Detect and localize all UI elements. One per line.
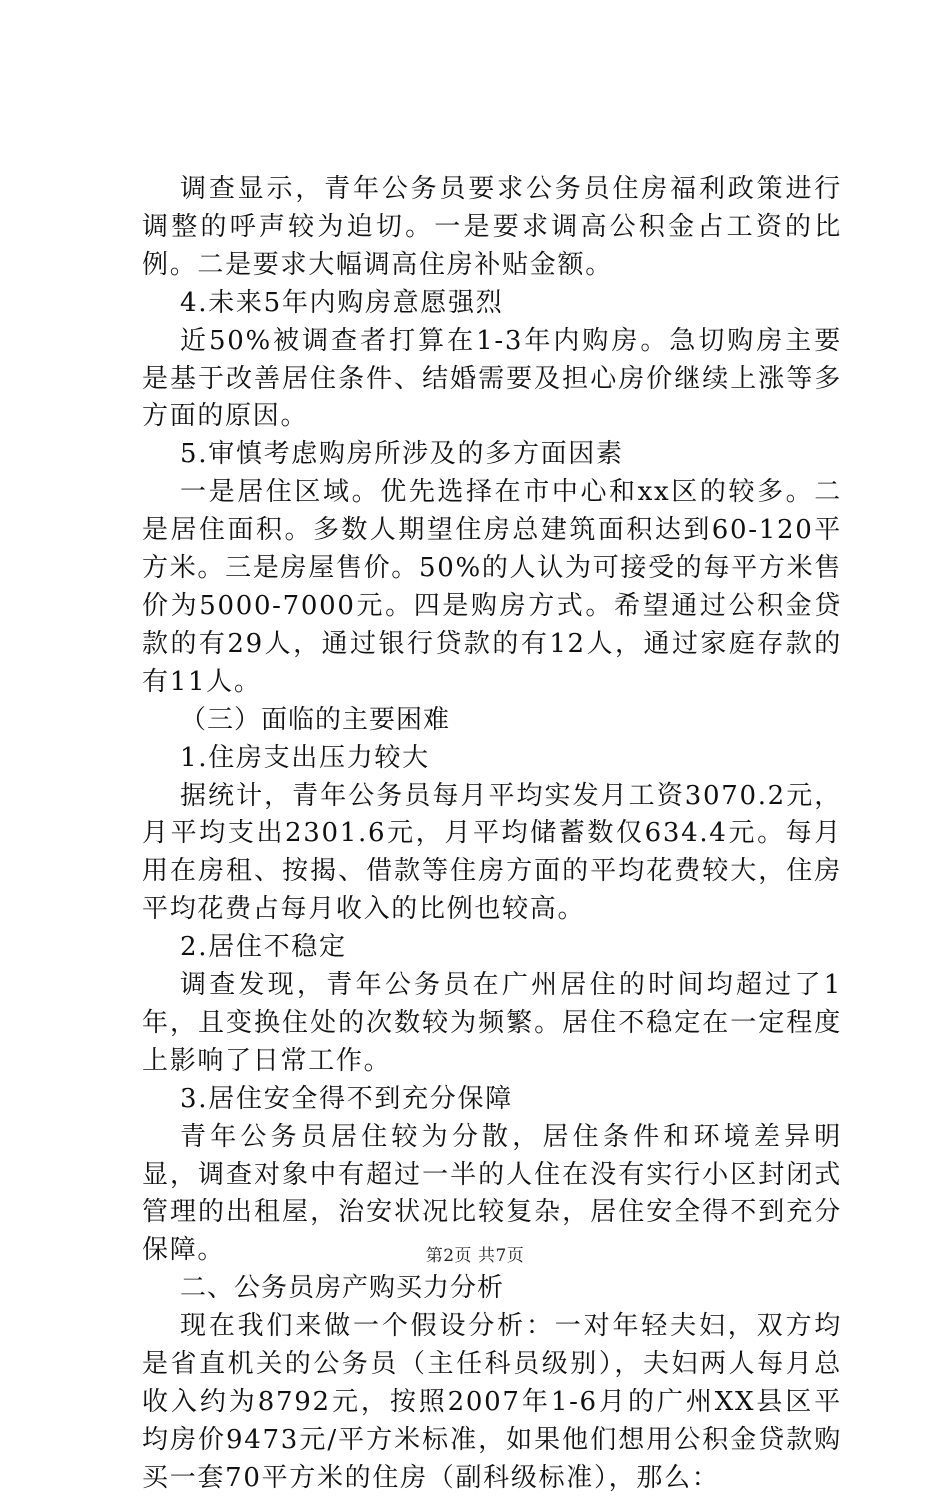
- heading-unstable-living: 2.居住不稳定: [180, 932, 347, 963]
- paragraph-housing-cost: 据统计，青年公务员每月平均实发月工资3070.2元，月平均支出2301.6元，月平均储蓄数仅634.4元。每月用在房租、按揭、借款等住房方面的平均花费较大，住房平均花费占每月收入的比例也较高。: [142, 780, 842, 925]
- page-footer: 第2页 共7页: [425, 1246, 525, 1266]
- paragraph-unstable-living: 调查发现，青年公务员在广州居住的时间均超过了1年，且变换住处的次数较为频繁。居住不稳定在一定程度上影响了日常工作。: [142, 970, 842, 1076]
- section-heading-purchasing-power: 二、公务员房产购买力分析: [180, 1273, 505, 1304]
- paragraph-hypothesis: 现在我们来做一个假设分析：一对年轻夫妇，双方均是省直机关的公务员（主任科员级别），夫妇两人每月总收入约为8792元，按照2007年1-6月的广州XX县区平均房价9473元/平方米标准，如果他们想用公积金贷款购买一套70平方米的住房（副科级标准），那么：: [142, 1311, 842, 1493]
- paragraph-purchase-intent: 近50%被调查者打算在1-3年内购房。急切购房主要是基于改善居住条件、结婚需要及担心房价继续上涨等多方面的原因。: [142, 325, 842, 432]
- heading-living-safety: 3.居住安全得不到充分保障: [180, 1083, 513, 1114]
- paragraph-purchase-factors: 一是居住区域。优先选择在市中心和xx区的较多。二是居住面积。多数人期望住房总建筑面积达到60-120平方米。三是房屋售价。50%的人认为可接受的每平方米售价为5000-7000元。四是购房方式。希望通过公积金贷款的有29人，通过银行贷款的有12人，通过家庭存款的有11人。: [142, 477, 842, 697]
- paragraph-living-safety: 青年公务员居住较为分散，居住条件和环境差异明显，调查对象中有超过一半的人住在没有实行小区封闭式管理的出租屋，治安状况比较复杂，居住安全得不到充分保障。: [142, 1121, 842, 1266]
- heading-housing-cost: 1.住房支出压力较大: [180, 742, 430, 773]
- section-heading-difficulties: （三）面临的主要困难: [180, 704, 451, 735]
- paragraph-survey-result: 调查显示，青年公务员要求公务员住房福利政策进行调整的呼声较为迫切。一是要求调高公积金占工资的比例。二是要求大幅调高住房补贴金额。: [142, 174, 842, 280]
- heading-purchase-factors: 5.审慎考虑购房所涉及的多方面因素: [180, 439, 624, 470]
- document-body: [142, 171, 842, 1498]
- heading-purchase-intent: 4.未来5年内购房意愿强烈: [180, 287, 504, 318]
